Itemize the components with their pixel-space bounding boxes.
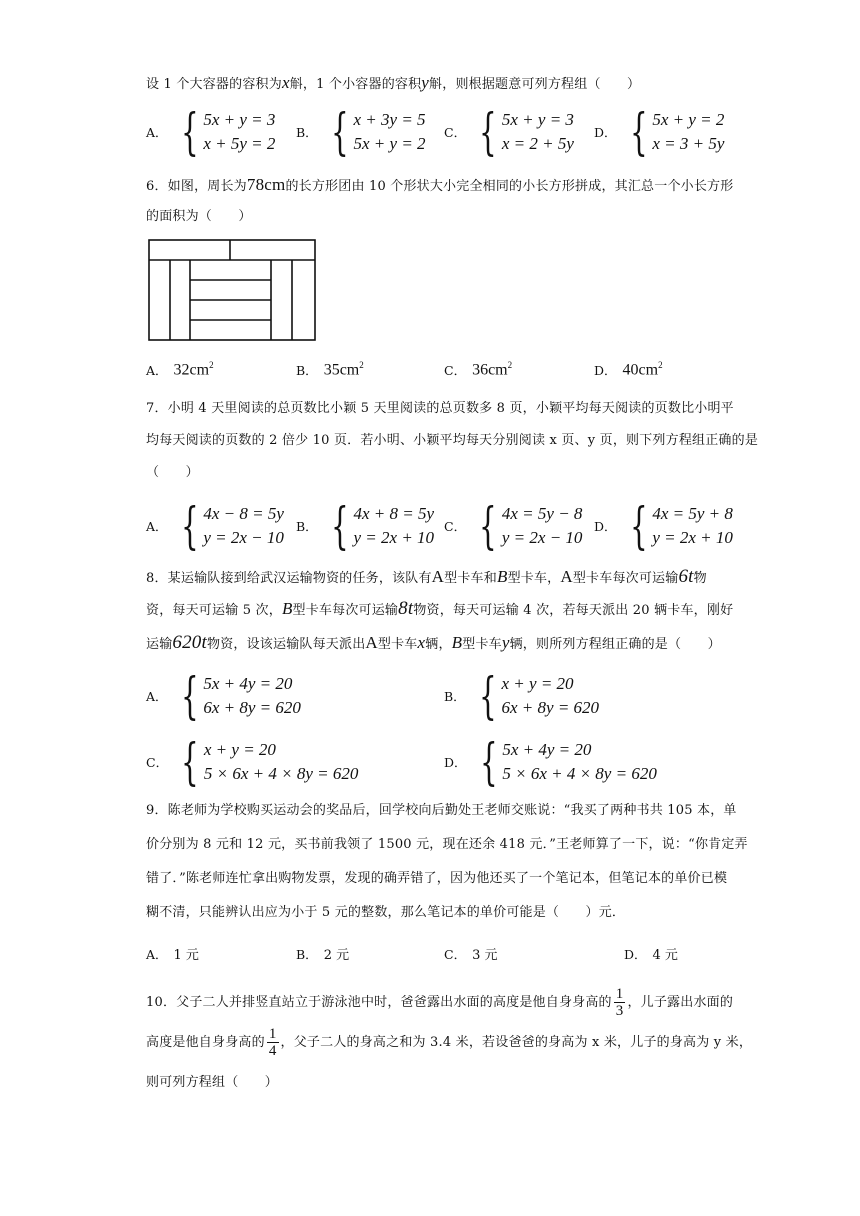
q7-option-c[interactable]: C． { 4x = 5y − 8 y = 2x − 10 — [444, 497, 583, 555]
q6-option-b[interactable]: B． $35cm^2$ — [296, 360, 364, 379]
q7-option-a[interactable]: A． { 4x − 8 = 5y y = 2x − 10 — [146, 497, 284, 555]
fraction-one-quarter: $\frac{1}{4}$ — [268, 1026, 277, 1059]
q6-stem-line1: 6．如图，周长为78cm的长方形团由 10 个形状大小完全相同的小长方形拼成，其汇总一个小长方形 — [146, 175, 734, 194]
q5-option-a[interactable]: A． { 5x + y = 3 x + 5y = 2 — [146, 103, 276, 161]
q10-stem-line3: 则可列方程组（ ） — [146, 1075, 279, 1090]
q8-option-b[interactable]: B． { x + y = 20 6x + 8y = 620 — [444, 667, 600, 725]
q9-option-a[interactable]: A． 1 元 — [146, 946, 199, 963]
q7-stem-line3: （ ） — [146, 465, 199, 480]
q7-stem-line2: 均每天阅读的页数的 2 倍少 10 页．若小明、小颖平均每天分别阅读 x 页、y 页，则下列方程组正确的是 — [146, 433, 759, 448]
fraction-one-third: $\frac{1}{3}$ — [615, 986, 624, 1019]
q5-option-b[interactable]: B． { x + 3y = 5 5x + y = 2 — [296, 103, 426, 161]
q6-option-d[interactable]: D． $40cm^2$ — [594, 360, 663, 379]
q5-option-c[interactable]: C． { 5x + y = 3 x = 2 + 5y — [444, 103, 574, 161]
q9-option-c[interactable]: C． 3 元 — [444, 946, 498, 963]
q5-stem: 设 1 个大容器的容积为x斛，1 个小容器的容积y斛，则根据题意可列方程组（ ） — [146, 73, 641, 92]
q8-stem-line2: 资，每天可运输 5 次，B型卡车每次可运输8t物资，每天可运输 4 次，若每天派出 20 辆卡车，刚好 — [146, 598, 734, 619]
q7-stem-line1: 7．小明 4 天里阅读的总页数比小颖 5 天里阅读的总页数多 8 页，小颖平均每天阅读的页数比小明平 — [146, 401, 734, 416]
q8-option-d[interactable]: D． { 5x + 4y = 20 5 × 6x + 4 × 8y = 620 — [444, 733, 657, 791]
q6-option-c[interactable]: C． $36cm^2$ — [444, 360, 513, 379]
q8-option-a[interactable]: A． { 5x + 4y = 20 6x + 8y = 620 — [146, 667, 301, 725]
q7-option-d[interactable]: D． { 4x = 5y + 8 y = 2x + 10 — [594, 497, 733, 555]
q9-option-b[interactable]: B． 2 元 — [296, 946, 350, 963]
q10-stem-line2: 高度是他自身身高的 $\frac{1}{4}$ ，父子二人的身高之和为 3.4 米，若设爸爸的身高为 x 米，儿子的身高为 y 米， — [146, 1026, 753, 1059]
q6-stem-line2: 的面积为（ ） — [146, 209, 252, 224]
q7-option-b[interactable]: B． { 4x + 8 = 5y y = 2x + 10 — [296, 497, 435, 555]
q6-option-a[interactable]: A． $32cm^2$ — [146, 360, 214, 379]
q5-option-d[interactable]: D． { 5x + y = 2 x = 3 + 5y — [594, 103, 725, 161]
q9-stem-line4: 糊不清，只能辨认出应为小于 5 元的整数，那么笔记本的单价可能是（ ）元． — [146, 905, 626, 920]
q6-rectangle-figure — [146, 236, 318, 344]
q10-stem-line1: 10．父子二人并排竖直站立于游泳池中时，爸爸露出水面的高度是他自身身高的 $\frac{1}{3}$ ，儿子露出水面的 — [146, 986, 734, 1019]
q8-option-c[interactable]: C． { x + y = 20 5 × 6x + 4 × 8y = 620 — [146, 733, 359, 791]
q8-stem-line1: 8．某运输队接到给武汉运输物资的任务，该队有A型卡车和B型卡车，A型卡车每次可运输6t物 — [146, 566, 707, 587]
q8-stem-line3: 运输620t物资，设该运输队每天派出A型卡车x辆，B型卡车y辆，则所列方程组正确的是（ ） — [146, 632, 721, 653]
q9-stem-line2: 价分别为 8 元和 12 元，买书前我领了 1500 元，现在还余 418 元．”王老师算了一下，说：“你肯定弄 — [146, 837, 748, 852]
q9-stem-line3: 错了．”陈老师连忙拿出购物发票，发现的确弄错了，因为他还买了一个笔记本，但笔记本的单价已模 — [146, 871, 728, 886]
q9-stem-line1: 9．陈老师为学校购买运动会的奖品后，回学校向后勤处王老师交账说：“我买了两种书共 105 本，单 — [146, 803, 737, 818]
q9-option-d[interactable]: D． 4 元 — [624, 946, 678, 963]
